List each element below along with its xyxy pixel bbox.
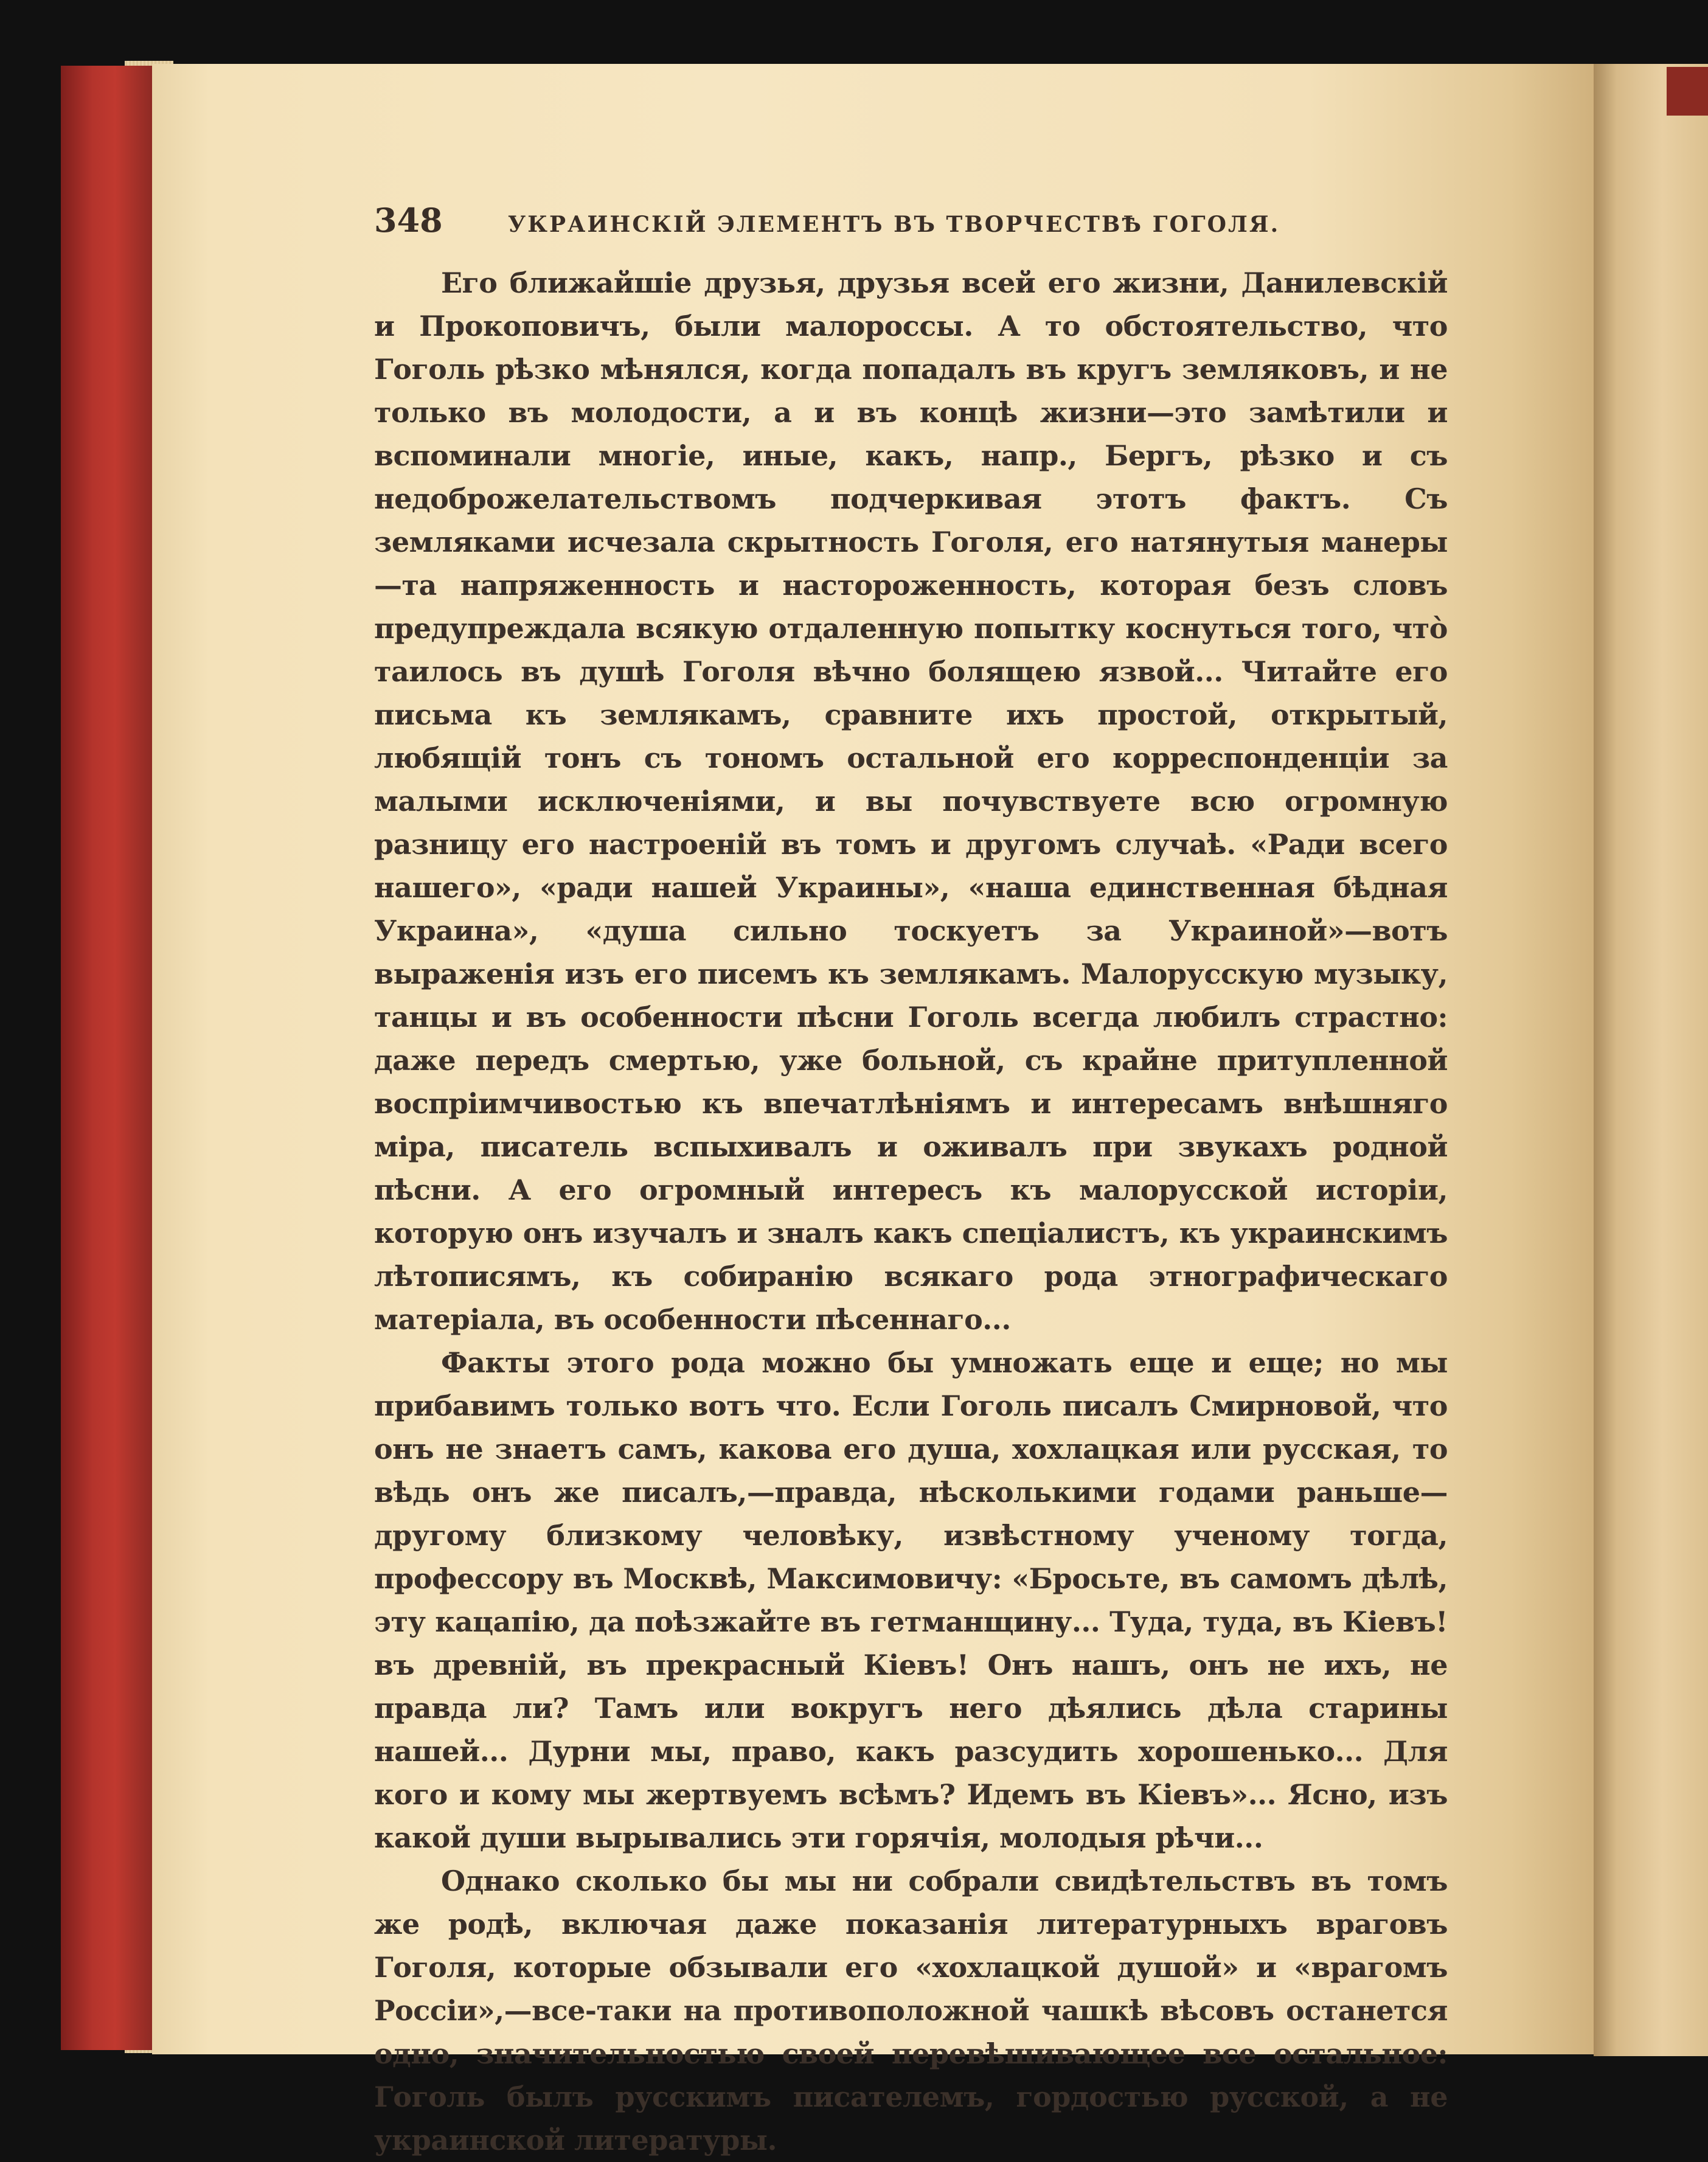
facing-page [1594,64,1708,2056]
body-text [374,262,1448,2162]
paragraph-3: Однако сколько бы мы ни собрали свидѣтельствъ въ томъ же родѣ, включая даже показанія литературныхъ враговъ Гоголя, которые обзывали его «хохлацкой душой» и «врагомъ Россіи»,—все-таки на противоположной чашкѣ вѣсовъ останется одно, значительностью своей перевѣшивающее все остальное: Гоголь былъ русскимъ писателемъ, гордостью русской, а не украинской литературы. [374,1865,1448,2157]
page-number: 348 [374,201,443,240]
paragraph-1: Его ближайшіе друзья, друзья всей его жизни, Данилевскій и Прокоповичъ, были малороссы. А то обстоятельство, что Гоголь рѣзко мѣнялся, когда попадалъ въ кругъ земляковъ, и не только въ молодости, а и въ концѣ жизни—это замѣтили и вспоминали многіе, иные, какъ, напр., Бергъ, рѣзко и съ недоброжелательствомъ подчеркивая этотъ фактъ. Съ земляками исчезала скрытность Гоголя, его натянутыя манеры—та напряженность и настороженность, которая безъ словъ предупреждала всякую отдаленную попытку коснуться того, что̀ таилось въ душѣ Гоголя вѣчно болящею язвой... Читайте его письма къ землякамъ, сравните ихъ простой, открытый, любящій тонъ съ тономъ остальной его корреспонденціи за малыми исключеніями, и вы почувствуете всю огромную разницу его настроеній въ томъ и другомъ случаѣ. «Ради всего нашего», «ради нашей Украины», «наша единственная бѣдная Украина», «душа сильно тоскуетъ за Украиной»—вотъ выраженія изъ его писемъ къ землякамъ. Малорусскую музыку, танцы и въ особенности пѣсни Гоголь всегда любилъ страстно: даже передъ смертью, уже больной, съ крайне притупленной воспріимчивостью къ впечатлѣніямъ и интересамъ внѣшняго міра, писатель вспыхивалъ и оживалъ при звукахъ родной пѣсни. А его огромный интересъ къ малорусской исторіи, которую онъ изучалъ и зналъ какъ спеціалистъ, къ украинскимъ лѣтописямъ, къ собиранію всякаго рода этнографическаго матеріала, въ особенности пѣсеннаго... [374,266,1448,1336]
page-content [374,201,1448,2162]
red-book-edge [61,66,152,2050]
running-title: УКРАИНСКІЙ ЭЛЕМЕНТЪ ВЪ ТВОРЧЕСТВѢ ГОГОЛЯ. [508,212,1280,237]
running-head [374,201,1448,249]
facing-page-corner [1667,67,1708,116]
paragraph-2: Факты этого рода можно бы умножать еще и еще; но мы прибавимъ только вотъ что. Если Гоголь писалъ Смирновой, что онъ не знаетъ самъ, какова его душа, хохлацкая или русская, то вѣдь онъ же писалъ,—правда, нѣсколькими годами раньше—другому близкому человѣку, извѣстному ученому тогда, профессору въ Москвѣ, Максимовичу: «Бросьте, въ самомъ дѣлѣ, эту кацапію, да поѣзжайте въ гетманщину... Туда, туда, въ Кіевъ! въ древній, въ прекрасный Кіевъ! Онъ нашъ, онъ не ихъ, не правда ли? Тамъ или вокругъ него дѣялись дѣла старины нашей... Дурни мы, право, какъ разсудить хорошенько... Для кого и кому мы жертвуемъ всѣмъ? Идемъ въ Кіевъ»... Ясно, изъ какой души вырывались эти горячія, молодыя рѣчи... [374,1346,1448,1854]
